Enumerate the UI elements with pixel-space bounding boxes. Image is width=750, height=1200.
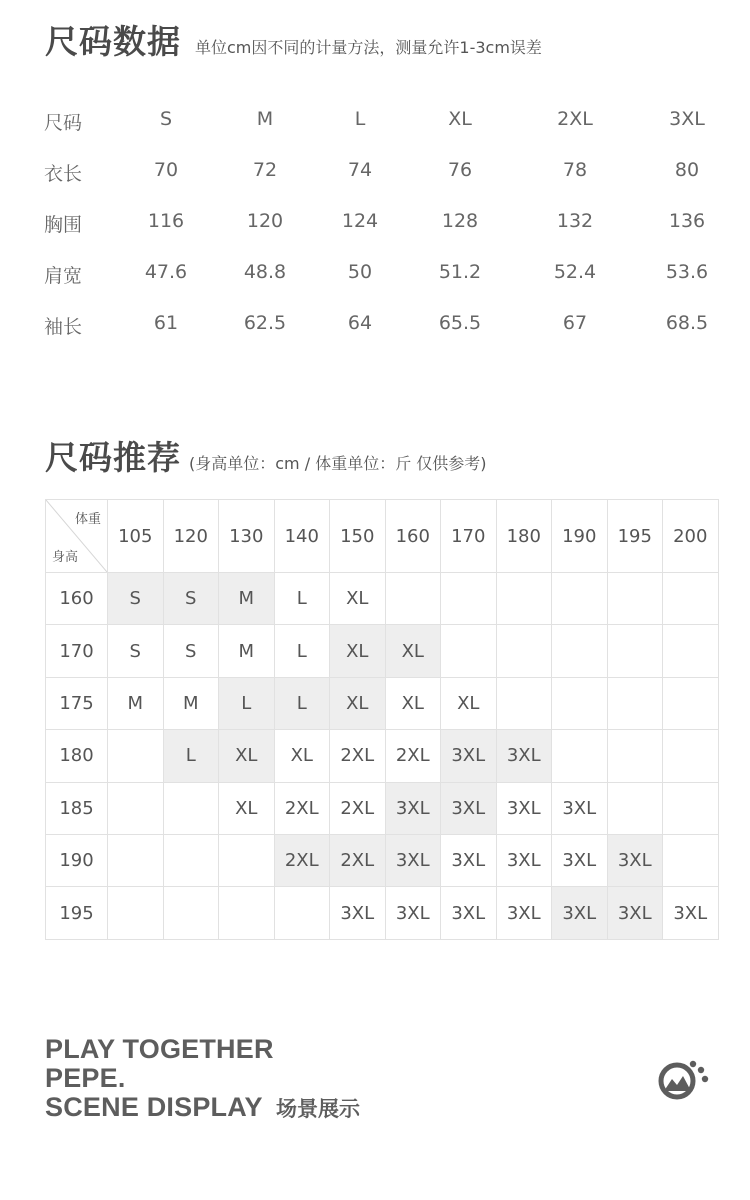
size-recommend-cell: 3XL: [385, 834, 441, 886]
size-recommend-cell: XL: [441, 677, 497, 729]
size-recommend-cell: M: [163, 677, 219, 729]
grid-row: [46, 887, 719, 939]
height-header-cell: 170: [46, 625, 108, 677]
size-recommend-cell: 3XL: [552, 834, 608, 886]
height-header-cell: 180: [46, 730, 108, 782]
size-value-cell: 2XL: [557, 108, 593, 130]
size-value-cell: 48.8: [243, 261, 287, 283]
height-header-cell: 185: [46, 782, 108, 834]
grid-row: [46, 834, 719, 886]
size-value-cell: 128: [441, 210, 479, 232]
size-row-label: 袖长: [44, 316, 83, 338]
size-value-cell: 61: [153, 312, 179, 334]
size-recommend-cell: [663, 625, 719, 677]
size-recommend-header: [45, 432, 487, 479]
footer-line-1: PLAY TOGETHER: [45, 1034, 274, 1064]
size-value-cell: 120: [246, 210, 284, 232]
weight-header-cell: 200: [663, 500, 719, 573]
size-recommend-cell: S: [163, 573, 219, 625]
size-value-cell: 50: [347, 261, 373, 283]
weight-header-cell: 120: [163, 500, 219, 573]
size-recommend-cell: [496, 625, 552, 677]
size-recommend-cell: [607, 730, 663, 782]
size-recommend-cell: XL: [274, 730, 330, 782]
size-value-cell: 64: [347, 312, 373, 334]
brand-mountain-sun-icon: [655, 1058, 711, 1106]
size-recommend-cell: 3XL: [663, 887, 719, 939]
size-recommend-cell: [663, 730, 719, 782]
size-row-label: 胸围: [44, 214, 83, 236]
height-axis-label: 身高: [52, 550, 79, 565]
size-recommend-cell: 3XL: [441, 730, 497, 782]
grid-row: [46, 782, 719, 834]
size-data-row: [0, 159, 750, 189]
weight-header-cell: 105: [108, 500, 164, 573]
size-recommend-cell: [163, 834, 219, 886]
size-recommend-cell: XL: [219, 730, 275, 782]
weight-header-cell: 160: [385, 500, 441, 573]
size-recommend-cell: [607, 625, 663, 677]
size-recommend-grid: [45, 499, 719, 940]
grid-row: [46, 677, 719, 729]
size-recommend-cell: [274, 887, 330, 939]
grid-row: [46, 573, 719, 625]
size-value-cell: 3XL: [669, 108, 705, 130]
size-recommend-cell: S: [108, 625, 164, 677]
grid-row: [46, 730, 719, 782]
grid-header-row: [46, 500, 719, 573]
size-value-cell: 62.5: [243, 312, 287, 334]
size-data-row: [0, 312, 750, 342]
size-recommend-cell: [441, 625, 497, 677]
size-recommend-cell: [607, 573, 663, 625]
size-recommend-cell: L: [274, 677, 330, 729]
size-recommend-cell: XL: [385, 677, 441, 729]
size-recommend-cell: 3XL: [607, 887, 663, 939]
size-recommend-cell: [219, 887, 275, 939]
size-recommend-cell: [607, 782, 663, 834]
size-recommend-cell: L: [219, 677, 275, 729]
weight-header-cell: 180: [496, 500, 552, 573]
size-header-row: [0, 108, 750, 138]
size-recommend-cell: 3XL: [441, 782, 497, 834]
size-recommend-cell: [552, 625, 608, 677]
size-value-cell: M: [256, 108, 274, 130]
height-header-cell: 195: [46, 887, 108, 939]
size-recommend-cell: 3XL: [441, 834, 497, 886]
size-recommend-cell: S: [163, 625, 219, 677]
size-row-label: 衣长: [44, 163, 83, 185]
size-data-title: 尺码数据: [45, 22, 181, 61]
size-recommend-cell: [441, 573, 497, 625]
size-recommend-cell: S: [108, 573, 164, 625]
size-recommend-cell: 3XL: [385, 887, 441, 939]
size-recommend-cell: [552, 677, 608, 729]
size-recommend-cell: 3XL: [552, 782, 608, 834]
size-value-cell: 136: [668, 210, 706, 232]
size-recommend-cell: M: [219, 573, 275, 625]
size-value-cell: 67: [562, 312, 588, 334]
size-recommend-cell: 3XL: [496, 730, 552, 782]
size-recommend-cell: M: [108, 677, 164, 729]
size-recommend-cell: [219, 834, 275, 886]
weight-header-cell: 190: [552, 500, 608, 573]
size-recommend-cell: [663, 782, 719, 834]
size-recommend-cell: [552, 573, 608, 625]
size-recommend-cell: 3XL: [552, 887, 608, 939]
size-value-cell: 74: [347, 159, 373, 181]
weight-header-cell: 150: [330, 500, 386, 573]
size-recommend-cell: 3XL: [385, 782, 441, 834]
size-recommend-cell: [108, 730, 164, 782]
size-recommend-cell: [663, 677, 719, 729]
size-data-header: [45, 16, 542, 63]
weight-header-cell: 170: [441, 500, 497, 573]
size-recommend-cell: 3XL: [496, 834, 552, 886]
size-row-label: 尺码: [44, 112, 83, 134]
size-value-cell: 80: [674, 159, 700, 181]
size-recommend-cell: [108, 887, 164, 939]
height-header-cell: 175: [46, 677, 108, 729]
size-recommend-cell: 2XL: [330, 834, 386, 886]
size-recommend-cell: L: [163, 730, 219, 782]
height-header-cell: 160: [46, 573, 108, 625]
size-recommend-cell: [108, 834, 164, 886]
size-value-cell: 65.5: [438, 312, 482, 334]
size-recommend-subtitle: (身高单位：cm / 体重单位：斤 仅供参考): [189, 454, 487, 473]
size-recommend-cell: [163, 782, 219, 834]
size-value-cell: 47.6: [144, 261, 188, 283]
size-recommend-cell: 3XL: [496, 887, 552, 939]
size-value-cell: 78: [562, 159, 588, 181]
size-recommend-cell: [496, 573, 552, 625]
size-recommend-cell: XL: [330, 625, 386, 677]
size-value-cell: XL: [448, 108, 472, 130]
size-value-cell: 53.6: [665, 261, 709, 283]
size-recommend-cell: [663, 573, 719, 625]
size-value-cell: 132: [556, 210, 594, 232]
size-value-cell: 116: [147, 210, 185, 232]
size-recommend-cell: 3XL: [441, 887, 497, 939]
size-recommend-cell: 2XL: [330, 730, 386, 782]
weight-axis-label: 体重: [74, 512, 101, 527]
size-recommend-cell: L: [274, 625, 330, 677]
size-recommend-cell: 3XL: [330, 887, 386, 939]
size-value-cell: 51.2: [438, 261, 482, 283]
size-value-cell: 70: [153, 159, 179, 181]
size-recommend-cell: XL: [330, 573, 386, 625]
grid-corner-cell: [46, 500, 108, 573]
size-value-cell: L: [354, 108, 366, 130]
weight-header-cell: 140: [274, 500, 330, 573]
grid-row: [46, 625, 719, 677]
size-recommend-cell: [663, 834, 719, 886]
size-recommend-cell: [607, 677, 663, 729]
height-header-cell: 190: [46, 834, 108, 886]
size-value-cell: 72: [252, 159, 278, 181]
weight-header-cell: 130: [219, 500, 275, 573]
size-recommend-title: 尺码推荐: [45, 438, 181, 477]
size-data-subtitle: 单位cm因不同的计量方法，测量允许1-3cm误差: [195, 38, 542, 57]
size-value-cell: 124: [341, 210, 379, 232]
size-value-cell: 52.4: [553, 261, 597, 283]
size-recommend-cell: M: [219, 625, 275, 677]
size-recommend-cell: [163, 887, 219, 939]
size-value-cell: 68.5: [665, 312, 709, 334]
size-recommend-cell: 2XL: [274, 834, 330, 886]
weight-header-cell: 195: [607, 500, 663, 573]
size-recommend-cell: [385, 573, 441, 625]
size-recommend-cell: 3XL: [607, 834, 663, 886]
size-recommend-cell: L: [274, 573, 330, 625]
footer-line-2: PEPE.: [45, 1063, 126, 1093]
size-recommend-cell: XL: [385, 625, 441, 677]
size-recommend-cell: [496, 677, 552, 729]
size-recommend-cell: [108, 782, 164, 834]
footer-scene-display-cn: 场景展示: [276, 1097, 360, 1121]
size-recommend-cell: XL: [219, 782, 275, 834]
size-recommend-cell: 2XL: [330, 782, 386, 834]
size-data-row: [0, 210, 750, 240]
size-recommend-cell: 2XL: [274, 782, 330, 834]
size-row-label: 肩宽: [44, 265, 83, 287]
size-recommend-cell: XL: [330, 677, 386, 729]
size-value-cell: 76: [447, 159, 473, 181]
size-value-cell: S: [159, 108, 173, 130]
size-data-row: [0, 261, 750, 291]
size-recommend-cell: 2XL: [385, 730, 441, 782]
size-recommend-cell: [552, 730, 608, 782]
size-recommend-cell: 3XL: [496, 782, 552, 834]
footer-line-3: SCENE DISPLAY: [45, 1092, 263, 1122]
